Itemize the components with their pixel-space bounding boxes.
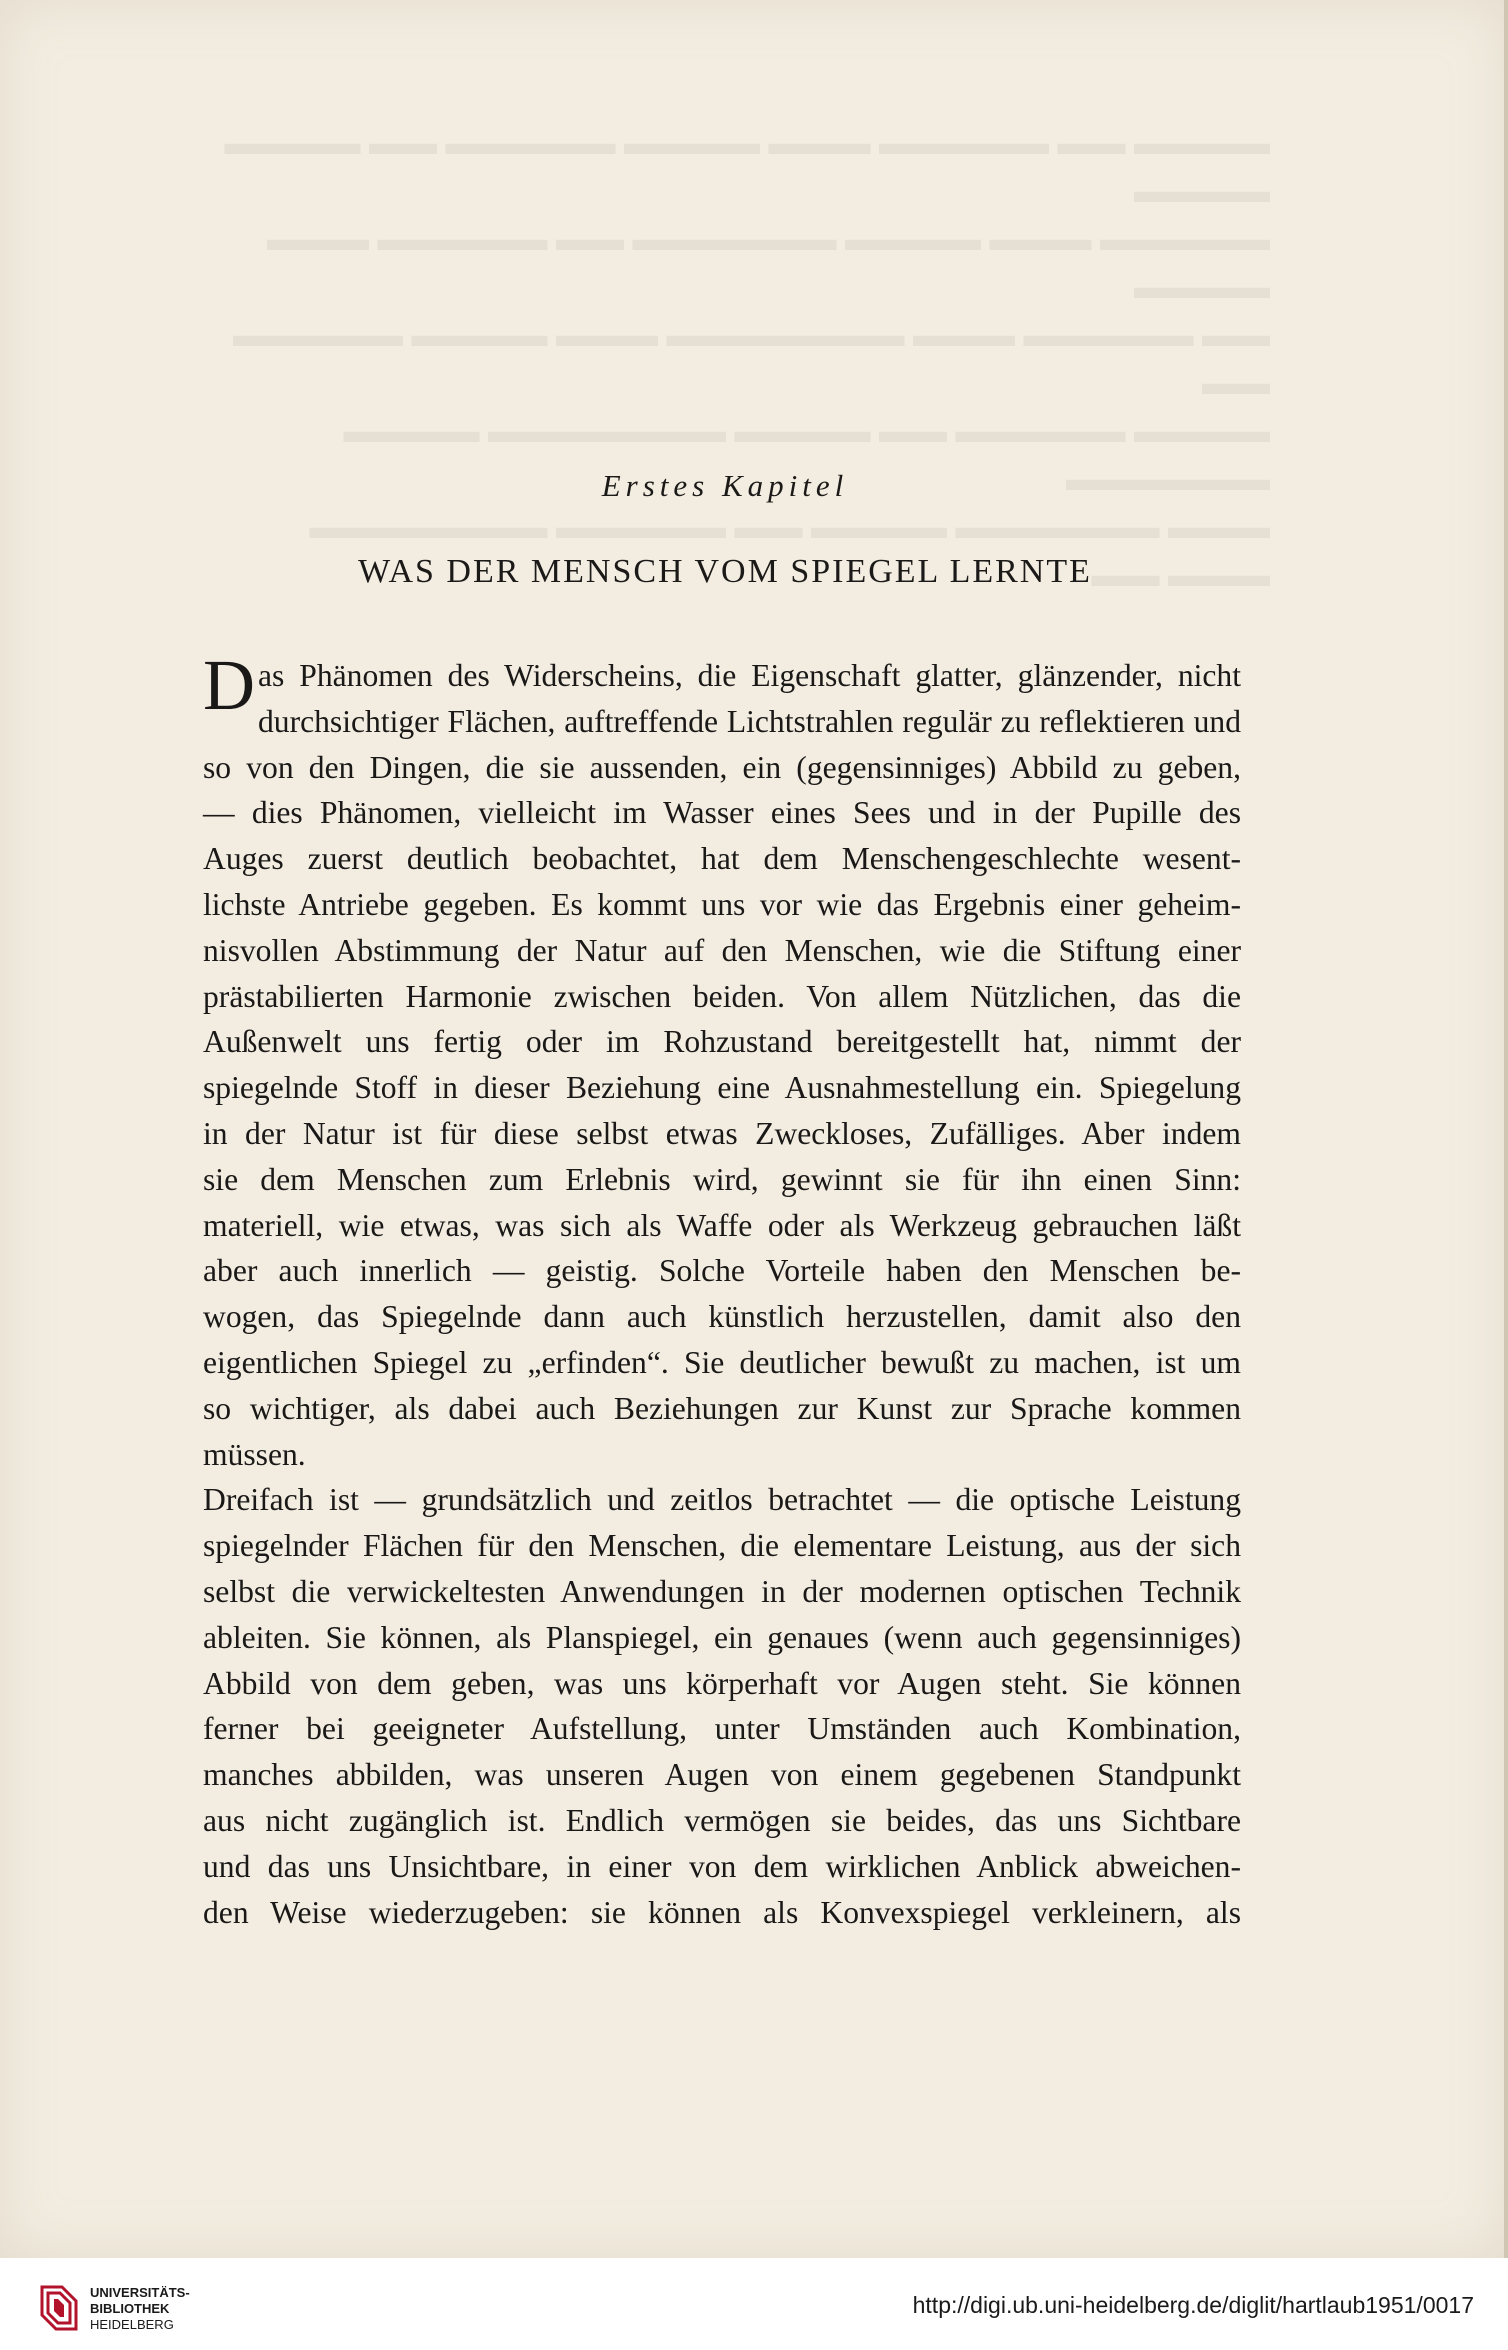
text-line: spiegelnder Flächen für den Menschen, die elementare Leistung, aus der sich xyxy=(203,1528,1241,1564)
text-line: aus nicht zugänglich ist. Endlich vermögen sie beides, das uns Sichtbare xyxy=(203,1802,1241,1838)
text-line: lichste Antriebe gegeben. Es kommt uns vor wie das Ergebnis einer geheim- xyxy=(203,886,1241,922)
text-line: und das uns Unsichtbare, in einer von dem wirklichen Anblick abweichen- xyxy=(203,1848,1241,1884)
text-line: manches abbilden, was unseren Augen von einem gegebenen Standpunkt xyxy=(203,1757,1241,1793)
library-name-line: BIBLIOTHEK xyxy=(90,2301,170,2316)
text-line: so wichtiger, als dabei auch Beziehungen zur Kunst zur Sprache kommen xyxy=(203,1390,1241,1426)
text-line: nisvollen Abstimmung der Natur auf den Menschen, wie die Stiftung einer xyxy=(203,932,1241,968)
text-line: so von den Dingen, die sie aussenden, ein (gegensinniges) Abbild zu geben, xyxy=(203,749,1241,785)
text-line: Auges zuerst deutlich beobachtet, hat dem Menschengeschlechte wesent- xyxy=(203,841,1241,877)
drop-cap-letter: D xyxy=(203,645,255,725)
text-line: Abbild von dem geben, was uns körperhaft vor Augen steht. Sie können xyxy=(203,1665,1241,1701)
text-line: prästabilierten Harmonie zwischen beiden. Von allem Nützlichen, das die xyxy=(203,978,1241,1014)
text-line: müssen. xyxy=(203,1436,306,1472)
text-line: materiell, wie etwas, was sich als Waffe oder als Werkzeug gebrauchen läßt xyxy=(203,1207,1241,1243)
text-line: spiegelnde Stoff in dieser Beziehung eine Ausnahmestellung ein. Spiegelung xyxy=(203,1070,1241,1106)
text-line: ableiten. Sie können, als Planspiegel, ein genaues (wenn auch gegensinniges) xyxy=(203,1619,1241,1655)
text-line: den Weise wiederzugeben: sie können als Konvexspiegel verkleinern, als xyxy=(203,1894,1241,1930)
text-line: aber auch innerlich — geistig. Solche Vorteile haben den Menschen be- xyxy=(203,1253,1241,1289)
text-line: Das Phänomen des Widerscheins, die Eigenschaft glatter, glänzender, nicht xyxy=(203,645,1241,725)
text-line: selbst die verwickeltesten Anwendungen in der modernen optischen Technik xyxy=(203,1573,1241,1609)
page-edge xyxy=(1504,0,1508,2258)
bleed-through-texture: ▬▬▬▬ ▬▬ ▬▬▬▬▬ ▬▬▬ ▬▬▬▬ ▬▬▬▬▬ ▬▬ ▬▬▬▬ ▬▬▬▬ ▬▬▬▬▬ ▬▬▬ ▬▬▬▬ ▬▬▬▬▬▬ ▬▬ ▬▬▬▬▬ ▬▬▬ ▬▬▬▬ ▬▬ ▬▬▬▬▬ ▬▬▬ ▬▬▬▬▬▬▬ ▬▬▬ ▬▬▬▬ ▬▬▬▬▬ ▬▬ ▬▬▬▬ ▬▬▬▬▬ ▬▬ ▬▬▬▬ ▬▬▬▬▬▬▬ ▬▬▬▬ ▬▬▬▬▬▬ ▬▬▬ ▬▬▬▬▬▬ ▬▬▬▬ ▬▬ ▬▬▬▬▬ ▬▬▬▬▬▬▬ ▬▬▬ ▬▬ xyxy=(224,125,1270,594)
library-name xyxy=(90,2285,190,2333)
text-line: durchsichtiger Flächen, auftreffende Lichtstrahlen regulär zu reflektieren und xyxy=(258,703,1241,739)
body-text xyxy=(203,645,1241,1935)
text-line: in der Natur ist für diese selbst etwas Zweckloses, Zufälliges. Aber indem xyxy=(203,1115,1241,1151)
text-line: Dreifach ist — grundsätzlich und zeitlos betrachtet — die optische Leistung xyxy=(203,1482,1241,1518)
text-line: eigentlichen Spiegel zu „erfinden“. Sie deutlicher bewußt zu machen, ist um xyxy=(203,1344,1241,1380)
text-line: — dies Phänomen, vielleicht im Wasser eines Sees und in der Pupille des xyxy=(203,795,1241,831)
chapter-title: WAS DER MENSCH VOM SPIEGEL LERNTE xyxy=(358,553,1092,590)
source-url-link[interactable]: http://digi.ub.uni-heidelberg.de/diglit/hartlaub1951/0017 xyxy=(912,2292,1474,2318)
chapter-label: Erstes Kapitel xyxy=(601,468,849,503)
library-name-line: HEIDELBERG xyxy=(90,2317,174,2332)
text-line: Außenwelt uns fertig oder im Rohzustand bereitgestellt hat, nimmt der xyxy=(203,1024,1241,1060)
university-library-logo-icon xyxy=(36,2281,82,2335)
text-line: sie dem Menschen zum Erlebnis wird, gewinnt sie für ihn einen Sinn: xyxy=(203,1161,1241,1197)
library-name-line: UNIVERSITÄTS- xyxy=(90,2285,190,2300)
text-line: wogen, das Spiegelnde dann auch künstlich herzustellen, damit also den xyxy=(203,1299,1241,1335)
text-line: ferner bei geeigneter Aufstellung, unter Umständen auch Kombination, xyxy=(203,1711,1241,1747)
